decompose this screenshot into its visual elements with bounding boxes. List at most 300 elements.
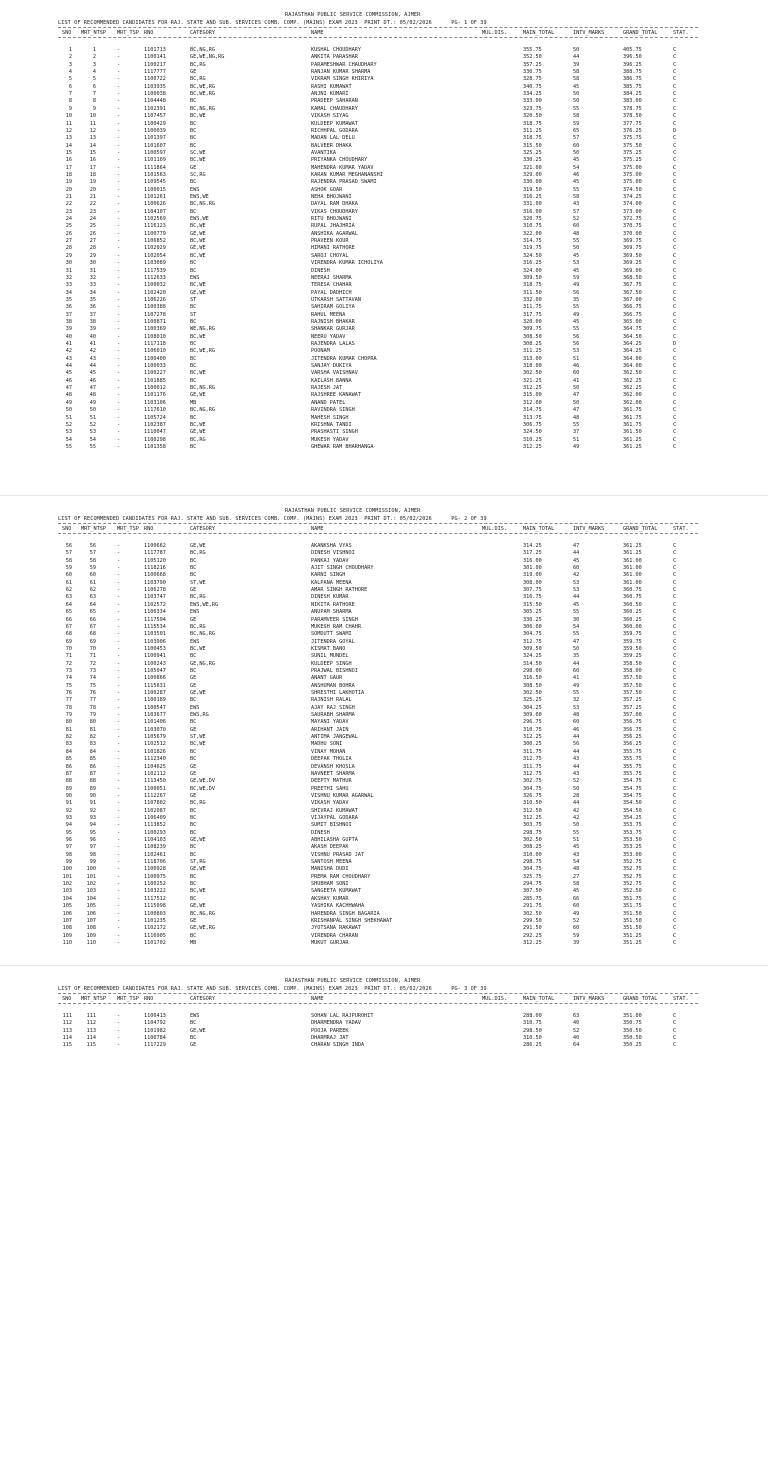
cell-mrtt: -	[117, 142, 121, 149]
cell-stat: C	[673, 230, 677, 237]
cell-mrtn: 69	[89, 638, 96, 645]
cell-mrtn: 10	[89, 113, 96, 120]
cell-stat: C	[673, 267, 677, 274]
cell-rno: 1100039	[144, 127, 166, 134]
cell-stat: C	[673, 414, 677, 421]
cell-main: 304.75	[523, 866, 542, 873]
list-title-line	[58, 516, 487, 522]
cell-cat: GE,WE	[190, 903, 206, 910]
cell-mrtt: -	[117, 311, 121, 318]
cell-mrtt: -	[117, 238, 121, 245]
cell-rno: 1100033	[144, 363, 166, 370]
cell-mrtt: -	[117, 690, 121, 696]
table-row	[0, 238, 768, 245]
cell-grand: 357.50	[623, 682, 642, 689]
cell-intv: 45	[573, 318, 580, 325]
cell-stat: C	[673, 274, 677, 281]
cell-rno: 1102112	[144, 770, 166, 777]
cell-mrtt: -	[117, 443, 121, 450]
cell-grand: 356.25	[623, 734, 642, 741]
cell-stat: C	[673, 252, 677, 259]
cell-intv: 60	[573, 142, 580, 149]
cell-grand: 352.75	[623, 859, 642, 866]
cell-mrtt: -	[117, 910, 121, 917]
cell-name: PARAMESHWAR CHAUDHARY	[311, 61, 377, 68]
cell-mrtt: -	[117, 609, 121, 616]
cell-intv: 55	[573, 186, 580, 193]
cell-grand: 361.25	[623, 550, 642, 557]
cell-cat: BC	[190, 697, 197, 704]
cell-stat: C	[673, 712, 677, 719]
cell-stat: C	[673, 741, 677, 748]
cell-intv: 37	[573, 429, 580, 436]
cell-name: SAHIRAM GOLIYA	[311, 304, 355, 311]
table-row	[0, 392, 768, 399]
cell-rno: 1100388	[144, 304, 166, 311]
cell-sno: 27	[65, 238, 72, 245]
cell-stat: C	[673, 690, 677, 696]
cell-main: 318.75	[523, 135, 542, 142]
cell-intv: 65	[573, 127, 580, 134]
cell-mrtn: 115	[86, 1042, 96, 1049]
cell-main: 312.75	[523, 756, 542, 763]
table-row	[0, 661, 768, 668]
cell-rno: 1101713	[144, 47, 166, 53]
cell-mrtn: 19	[89, 179, 96, 186]
cell-sno: 4	[68, 69, 72, 76]
cell-main: 302.50	[523, 837, 542, 843]
cell-cat: GE,WE	[190, 245, 206, 252]
cell-stat: C	[673, 748, 677, 755]
cell-mrtn: 77	[89, 697, 96, 704]
cell-intv: 49	[573, 443, 580, 450]
cell-name: RAJESH JAT	[311, 385, 343, 392]
cell-name: VIKRAM SINGH KHIRIYA	[311, 76, 374, 83]
cell-grand: 364.75	[623, 326, 642, 333]
cell-mrtt: -	[117, 550, 121, 557]
cell-grand: 376.25	[623, 127, 642, 134]
cell-grand: 350.75	[623, 1020, 642, 1027]
cell-cat: EWS	[190, 186, 200, 193]
cell-mrtt: -	[117, 370, 121, 377]
cell-stat: C	[673, 565, 677, 572]
cell-mrtt: -	[117, 341, 121, 347]
cell-name: PANKAJ YADAV	[311, 557, 349, 564]
cell-mrtn: 8	[92, 98, 96, 105]
cell-sno: 74	[65, 675, 72, 682]
cell-grand: 384.25	[623, 91, 642, 98]
cell-intv: 52	[573, 778, 580, 785]
cell-sno: 38	[65, 318, 72, 325]
cell-name: DINESH VISHNOI	[311, 550, 355, 557]
cell-mrtn: 92	[89, 807, 96, 814]
dashed-rule	[58, 1003, 698, 1004]
table-row	[0, 881, 768, 888]
cell-grand: 360.25	[623, 609, 642, 616]
cell-mrtn: 28	[89, 245, 96, 252]
cell-cat: BC	[190, 829, 197, 836]
table-row	[0, 341, 768, 348]
cell-cat: BC	[190, 851, 197, 858]
cell-main: 312.25	[523, 734, 542, 741]
cell-mrtt: -	[117, 557, 121, 564]
cell-mrtn: 37	[89, 311, 96, 318]
cell-mrtn: 73	[89, 667, 96, 674]
cell-main: 314.50	[523, 660, 542, 667]
cell-cat: BC,WE	[190, 113, 206, 120]
cell-mrtn: 32	[89, 274, 96, 281]
cell-cat: BC	[190, 355, 197, 362]
cell-sno: 65	[65, 609, 72, 616]
cell-rno: 1100803	[144, 910, 166, 917]
cell-main: 326.75	[523, 792, 542, 799]
cell-stat: C	[673, 910, 677, 917]
cell-cat: BC,WE,RG	[190, 91, 215, 98]
cell-stat: C	[673, 756, 677, 763]
cell-cat: BC	[190, 414, 197, 421]
cell-intv: 53	[573, 704, 580, 711]
cell-intv: 49	[573, 311, 580, 318]
cell-grand: 357.50	[623, 690, 642, 696]
cell-rno: 1102420	[144, 289, 166, 296]
cell-main: 294.75	[523, 881, 542, 888]
cell-mrtt: -	[117, 164, 121, 171]
cell-rno: 1112633	[144, 274, 166, 281]
cell-mrtt: -	[117, 653, 121, 660]
cell-grand: 352.75	[623, 866, 642, 873]
cell-mrtn: 20	[89, 186, 96, 193]
cell-cat: GE,WE	[190, 392, 206, 399]
column-header: NAME	[311, 526, 324, 532]
cell-stat: C	[673, 407, 677, 414]
cell-intv: 44	[573, 54, 580, 61]
table-row	[0, 76, 768, 83]
table-row	[0, 727, 768, 734]
cell-rno: 1100051	[144, 785, 166, 792]
cell-intv: 45	[573, 179, 580, 186]
cell-grand: 357.50	[623, 675, 642, 682]
cell-sno: 1	[68, 47, 72, 53]
cell-main: 320.00	[523, 318, 542, 325]
cell-cat: GE,WE	[190, 837, 206, 843]
cell-cat: BC,NG,RG	[190, 201, 215, 208]
cell-main: 311.25	[523, 127, 542, 134]
cell-sno: 28	[65, 245, 72, 252]
cell-stat: C	[673, 917, 677, 924]
cell-sno: 87	[65, 770, 72, 777]
cell-grand: 359.75	[623, 638, 642, 645]
cell-rno: 1101358	[144, 443, 166, 450]
cell-mrtn: 25	[89, 223, 96, 230]
cell-intv: 50	[573, 785, 580, 792]
cell-intv: 45	[573, 557, 580, 564]
cell-cat: BC	[190, 443, 197, 450]
cell-stat: C	[673, 807, 677, 814]
cell-stat: C	[673, 355, 677, 362]
cell-grand: 362.00	[623, 399, 642, 406]
cell-cat: EWS,WE,RG	[190, 601, 219, 608]
cell-main: 315.00	[523, 392, 542, 399]
cell-grand: 396.50	[623, 54, 642, 61]
cell-grand: 405.75	[623, 47, 642, 53]
cell-rno: 1100287	[144, 690, 166, 696]
cell-sno: 47	[65, 385, 72, 392]
table-row	[0, 786, 768, 793]
table-row	[0, 304, 768, 311]
cell-rno: 1100227	[144, 370, 166, 377]
cell-cat: EWS,WE	[190, 216, 209, 223]
column-header: MUL.DIS.	[482, 996, 507, 1002]
cell-rno: 1104103	[144, 837, 166, 843]
cell-sno: 45	[65, 370, 72, 377]
cell-main: 312.25	[523, 385, 542, 392]
cell-main: 298.50	[523, 1027, 542, 1034]
cell-cat: BC	[190, 127, 197, 134]
cell-stat: C	[673, 179, 677, 186]
cell-grand: 359.50	[623, 645, 642, 652]
cell-cat: GE	[190, 675, 197, 682]
cell-sno: 95	[65, 829, 72, 836]
cell-stat: C	[673, 726, 677, 733]
cell-mrtn: 78	[89, 704, 96, 711]
cell-rno: 1107802	[144, 800, 166, 807]
cell-mrtn: 14	[89, 142, 96, 149]
cell-mrtt: -	[117, 903, 121, 910]
cell-intv: 60	[573, 903, 580, 910]
cell-intv: 47	[573, 392, 580, 399]
cell-name: ANJNI KUMARI	[311, 91, 349, 98]
cell-sno: 55	[65, 443, 72, 450]
cell-name: NEHA BHOJWANI	[311, 194, 352, 200]
cell-main: 286.25	[523, 1042, 542, 1049]
cell-mrtt: -	[117, 844, 121, 851]
cell-mrtt: -	[117, 61, 121, 68]
cell-mrtn: 95	[89, 829, 96, 836]
cell-cat: BC	[190, 179, 197, 186]
cell-mrtn: 40	[89, 333, 96, 340]
cell-cat: BC,WE	[190, 223, 206, 230]
cell-intv: 51	[573, 436, 580, 443]
cell-mrtn: 12	[89, 127, 96, 134]
cell-mrtt: -	[117, 333, 121, 340]
cell-sno: 43	[65, 355, 72, 362]
cell-name: RAJNISH BHAKAR	[311, 318, 355, 325]
cell-intv: 46	[573, 363, 580, 370]
cell-name: RAHUL MEENA	[311, 311, 346, 318]
cell-stat: C	[673, 1027, 677, 1034]
cell-cat: BC	[190, 304, 197, 311]
cell-grand: 369.00	[623, 267, 642, 274]
cell-mrtt: -	[117, 282, 121, 289]
cell-sno: 2	[68, 54, 72, 61]
cell-sno: 51	[65, 414, 72, 421]
cell-rno: 1118216	[144, 565, 166, 572]
cell-stat: C	[673, 171, 677, 178]
cell-mrtt: -	[117, 866, 121, 873]
table-row	[0, 187, 768, 194]
table-row	[0, 653, 768, 660]
cell-mrtn: 51	[89, 414, 96, 421]
cell-mrtt: -	[117, 572, 121, 579]
cell-cat: BC,RG	[190, 594, 206, 601]
cell-mrtn: 34	[89, 289, 96, 296]
cell-main: 310.50	[523, 800, 542, 807]
cell-mrtt: -	[117, 157, 121, 164]
table-row	[0, 385, 768, 392]
column-header: CATEGORY	[190, 996, 215, 1002]
cell-name: RUPAL JHAJHRIA	[311, 223, 355, 230]
cell-cat: GE	[190, 1042, 197, 1049]
table-row	[0, 121, 768, 128]
table-row	[0, 378, 768, 385]
cell-grand: 375.25	[623, 149, 642, 156]
cell-mrtn: 84	[89, 748, 96, 755]
dashed-rule	[58, 523, 698, 524]
cell-main: 330.25	[523, 157, 542, 164]
column-header: MRT_NTSP	[81, 996, 106, 1002]
cell-stat: C	[673, 734, 677, 741]
cell-intv: 66	[573, 895, 580, 902]
cell-grand: 361.00	[623, 579, 642, 586]
table-row	[0, 852, 768, 859]
cell-sno: 100	[62, 866, 72, 873]
cell-grand: 375.25	[623, 157, 642, 164]
cell-name: ANANT GAUR	[311, 675, 343, 682]
cell-grand: 367.50	[623, 289, 642, 296]
cell-cat: BC,WE	[190, 645, 206, 652]
cell-rno: 1117787	[144, 550, 166, 557]
cell-cat: BC	[190, 557, 197, 564]
cell-name: RAJENDRA LALAS	[311, 341, 355, 347]
cell-mrtt: -	[117, 421, 121, 428]
cell-sno: 13	[65, 135, 72, 142]
cell-grand: 375.75	[623, 135, 642, 142]
cell-name: SAURABH SHARMA	[311, 712, 355, 719]
table-row	[0, 668, 768, 675]
cell-stat: C	[673, 543, 677, 549]
cell-sno: 5	[68, 76, 72, 83]
cell-name: KULDEEP KUMAWAT	[311, 120, 358, 127]
cell-sno: 37	[65, 311, 72, 318]
table-row	[0, 356, 768, 363]
cell-name: DINESH	[311, 829, 330, 836]
cell-cat: BC	[190, 807, 197, 814]
cell-main: 307.50	[523, 888, 542, 895]
cell-mrtt: -	[117, 1042, 121, 1049]
cell-mrtt: -	[117, 675, 121, 682]
cell-grand: 369.75	[623, 238, 642, 245]
cell-mrtt: -	[117, 631, 121, 638]
cell-mrtt: -	[117, 925, 121, 932]
cell-grand: 364.00	[623, 363, 642, 370]
cell-sno: 88	[65, 778, 72, 785]
table-row	[0, 646, 768, 653]
cell-name: AJIT SINGH CHOUDHARY	[311, 565, 374, 572]
cell-name: RANJAN KUMAR SHARMA	[311, 69, 371, 76]
cell-sno: 114	[62, 1035, 72, 1042]
cell-grand: 368.50	[623, 274, 642, 281]
cell-name: VISHNU KUMAR AGARWAL	[311, 792, 374, 799]
cell-stat: C	[673, 814, 677, 821]
cell-sno: 10	[65, 113, 72, 120]
cell-grand: 361.00	[623, 557, 642, 564]
cell-rno: 1100298	[144, 436, 166, 443]
cell-sno: 92	[65, 807, 72, 814]
cell-name: PRADEEP SAHARAN	[311, 98, 358, 105]
cell-rno: 1101397	[144, 135, 166, 142]
cell-name: SANGEETA KUMAWAT	[311, 888, 361, 895]
cell-rno: 1115534	[144, 623, 166, 630]
cell-name: DAYAL RAM DHAKA	[311, 201, 358, 208]
cell-intv: 55	[573, 304, 580, 311]
cell-grand: 351.25	[623, 932, 642, 939]
cell-cat: GE,WE	[190, 690, 206, 696]
cell-rno: 1103089	[144, 260, 166, 267]
cell-stat: C	[673, 594, 677, 601]
cell-rno: 1110047	[144, 429, 166, 436]
cell-rno: 1101109	[144, 157, 166, 164]
cell-mrtn: 89	[89, 785, 96, 792]
cell-mrtt: -	[117, 69, 121, 76]
cell-name: KUSHAL CHOUDHARY	[311, 47, 361, 53]
table-row	[0, 194, 768, 201]
cell-name: DEEPTY MATHUR	[311, 778, 352, 785]
cell-grand: 359.75	[623, 631, 642, 638]
cell-stat: C	[673, 697, 677, 704]
cell-mrtn: 4	[92, 69, 96, 76]
cell-sno: 50	[65, 407, 72, 414]
cell-sno: 83	[65, 741, 72, 748]
cell-main: 298.75	[523, 859, 542, 866]
cell-cat: EWS,RG	[190, 712, 209, 719]
cell-stat: C	[673, 296, 677, 303]
cell-cat: BC	[190, 135, 197, 142]
column-header: SNO	[62, 526, 72, 532]
table-row	[0, 135, 768, 142]
cell-stat: C	[673, 238, 677, 245]
cell-sno: 70	[65, 645, 72, 652]
cell-mrtt: -	[117, 429, 121, 436]
cell-intv: 45	[573, 252, 580, 259]
table-row	[0, 859, 768, 866]
cell-mrtt: -	[117, 392, 121, 399]
cell-grand: 353.75	[623, 822, 642, 829]
cell-main: 315.50	[523, 142, 542, 149]
cell-name: YASHIKA KACHHWAHA	[311, 903, 365, 910]
cell-mrtt: -	[117, 296, 121, 303]
cell-rno: 1117777	[144, 69, 166, 76]
cell-grand: 350.50	[623, 1035, 642, 1042]
cell-sno: 108	[62, 925, 72, 932]
cell-mrtn: 99	[89, 859, 96, 866]
page	[0, 0, 768, 495]
cell-stat: C	[673, 223, 677, 230]
cell-intv: 53	[573, 587, 580, 594]
cell-stat: C	[673, 939, 677, 946]
cell-mrtt: -	[117, 267, 121, 274]
cell-intv: 52	[573, 1027, 580, 1034]
table-row	[0, 888, 768, 895]
cell-name: RAJSHREE KANAWAT	[311, 392, 361, 399]
column-header: NAME	[311, 996, 324, 1002]
cell-rno: 1103677	[144, 712, 166, 719]
cell-grand: 351.00	[623, 1013, 642, 1019]
cell-cat: BC	[190, 208, 197, 215]
table-row	[0, 778, 768, 785]
cell-name: DINESH KUMAR	[311, 594, 349, 601]
table-row	[0, 587, 768, 594]
cell-grand: 385.75	[623, 83, 642, 90]
